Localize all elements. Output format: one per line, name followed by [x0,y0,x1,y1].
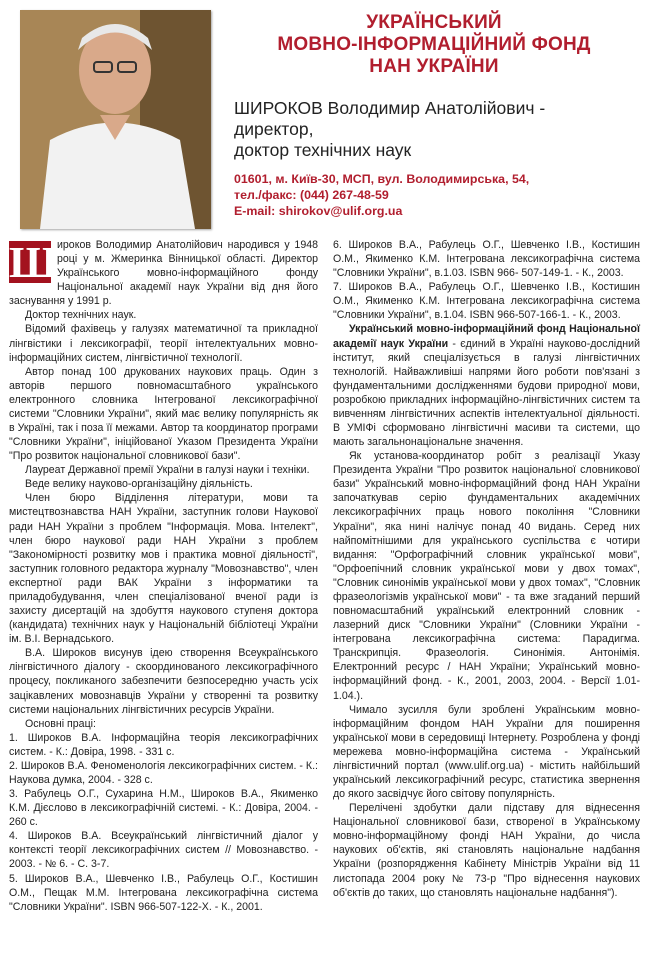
institute-paragraph-3: Чимало зусилля були зроблені Українським мовно-інформаційним фондом НАН України для поширення української мови в середовищі Інтернету. Розроблена у фонді мережева мовно-інформаційна система - Український лінгвістичний портал (www.ulif.org.ua) - містить найбільший український лексикографічний ресурс, статистика звернення до якого засвідчує його світову популярність. [333,703,640,801]
person-degree: доктор технічних наук [234,140,412,160]
bio-paragraph-6: Веде велику науково-організаційну діяльність. [25,478,253,491]
contacts-block [234,171,634,219]
person-title [234,98,634,161]
institute-name: Український мовно-інформаційний фонд Національної академії наук України [333,323,640,350]
institute-paragraph-4: Перелічені здобутки дали підставу для віднесення Національної словникової бази, створеної в Українському мовно-інформаційному фонді НАН України, до числа наукових об'єктів, які становлять національне надбання України (розпорядження Кабінету Міністрів України від 11 листопада 2004 року № 73-р "Про віднесення наукових об'єктів до таких, що становлять національне надбання"). [333,802,640,899]
bio-paragraph-1: ироков Володимир Анатолійович народився у 1948 році у м. Жмеринка Вінницької області. Директор Українського мовно-інформаційного фонду Національної академії наук України від дня його заснування у 1991 р. [9,239,318,308]
org-line-2: МОВНО-ІНФОРМАЦІЙНИЙ ФОНД [277,34,591,55]
bio-paragraph-5: Лауреат Державної премії України в галузі науки і техніки. [25,464,310,477]
work-item-2: 2. Широков В.А. Феноменологія лексикографічних систем. - К.: Наукова думка, 2004. - 328 с. [9,759,318,786]
email[interactable]: E-mail: shirokov@ulif.org.ua [234,204,403,218]
works-heading: Основні праці: [25,717,96,730]
institute-paragraph-1 [333,322,640,449]
institute-paragraph-1-text: - єдиний в Україні науково-дослідний інститут, який спеціалізується в галузі лінгвістичних технологій. Найважливіші напрями його роботи пов'язані з фундаментальними дослідженнями будови природної мови, розробкою прикладних інформаційно-лінгвістичних систем та вивченням лінгвістичних аспектів інтелектуальної діяльності. В УМІФі сформовано лінгвістичні масиви та системи, що мають загальнонаціональне значення. [333,337,640,449]
bio-paragraph-8: В.А. Широков висунув ідею створення Всеукраїнського лінгвістичного діалогу - скоординованого лексикографічного процесу, покликаного забезпечити безпосередню участь усіх зацікавлених мовознавців України у створенні та розвитку системи національних лінгвістичних ресурсів України. [9,647,318,716]
portrait-icon [20,10,211,229]
drop-cap: Ш [9,238,58,287]
organization-title [228,12,640,78]
portrait-photo [20,10,211,229]
work-item-7: 7. Широков В.А., Рабулець О.Г., Шевченко І.В., Костишин О.М., Якименко К.М. Інтегрована лексикографічна система "Словники України", в.1.04. ISBN 966-507-166-1. - К., 2003. [333,281,640,322]
org-line-1: УКРАЇНСЬКИЙ [366,12,502,33]
bio-paragraph-3: Відомий фахівець у галузях математичної та прикладної лінгвістики і лексикографії, теорії інтелектуальних мовно-інформаційних систем, лінгвістичної технології. [9,323,318,364]
bio-paragraph-2: Доктор технічних наук. [25,309,137,322]
work-item-5: 5. Широков В.А., Шевченко І.В., Рабулець О.Г., Костишин О.М., Пещак М.М. Інтегрована лексикографічна система "Словники України". ISBN 966-507-122-Х. - К., 2001. [9,872,318,913]
phone: тел./факс: (044) 267-48-59 [234,188,389,202]
address: 01601, м. Київ-30, МСП, вул. Володимирська, 54, [234,172,530,186]
org-line-3: НАН УКРАЇНИ [369,56,499,77]
work-item-3: 3. Рабулець О.Г., Сухарина Н.М., Широков В.А., Якименко К.М. Дієслово в лексикографічній системі. - К.: Довіра, 2004. - 260 с. [9,788,318,829]
bio-paragraph-7: Член бюро Відділення літератури, мови та мистецтвознавства НАН України, заступник голови Наукової ради НАН України з проблем "Інформація. Мова. Інтелект", член бюро наукової ради НАН України з проблем "Закономірності розвитку мов і практика мовної діяльності", заступник головного редактора журналу "Мовознавство", член експертної ради ВАК України з інформатики та приладобудування, член спеціалізованої вченої ради із захисту дисертацій на здобуття наукового ступеня доктора (кандидата) технічних наук у Національній бібліотеці України ім. В.І. Вернадського. [9,492,318,646]
left-column [9,238,318,914]
right-column [333,238,640,900]
work-item-6: 6. Широков В.А., Рабулець О.Г., Шевченко І.В., Костишин О.М., Якименко К.М. Інтегрована лексикографічна система "Словники України", в.1.03. ISBN 966- 507-149-1. - К., 2003. [333,239,640,280]
person-name: ШИРОКОВ Володимир Анатолійович - [234,98,546,118]
work-item-4: 4. Широков В.А. Всеукраїнський лінгвістичний діалог у контексті теорії лексикографічних систем // Мовознавство. - 2003. - № 6. - С. 3-7. [9,830,318,871]
institute-paragraph-2: Як установа-координатор робіт з реалізації Указу Президента України "Про розвиток національної словникової бази" Український мовно-інформаційний фонд НАН України започаткував серію фундаментальних академічних лексикографічних праць нового покоління "Словники України", яка нині налічує понад 40 видань. Серед них найпомітнішими для українського суспільства є чотири видання: "Орфографічний словник української мови", "Орфоепічний словник української мови у двох томах", "Словник синонімів української мови у двох томах", "Словник фразеологізмів української мови" - та вже згаданий перший повномасштабний український електронний словник - лазерний диск "Словники України" (Словники України - інтегрована лексикографічна система: Парадигма. Транскрипція. Фразеологія. Синонімія. Антонімія. Електронний ресурс / НАН України; Український мовно-інформаційний фонд. - К., 2001, 2003, 2004. - Версії 1.01- 1.04.). [333,450,640,702]
person-position: директор, [234,119,314,139]
bio-paragraph-4: Автор понад 100 друкованих наукових праць. Один з авторів першого повномасштабного українського електронного словника Інтегрованої лексикографічної системи "Словники України", який має велику популярність як в Україні, так і поза її межами. Автор та координатор програми "Словники України", ініційованої Указом Президента України "Про розвиток національної словникової бази". [9,365,318,463]
work-item-1: 1. Широков В.А. Інформаційна теорія лексикографічних систем. - К.: Довіра, 1998. - 331 с. [9,731,318,758]
